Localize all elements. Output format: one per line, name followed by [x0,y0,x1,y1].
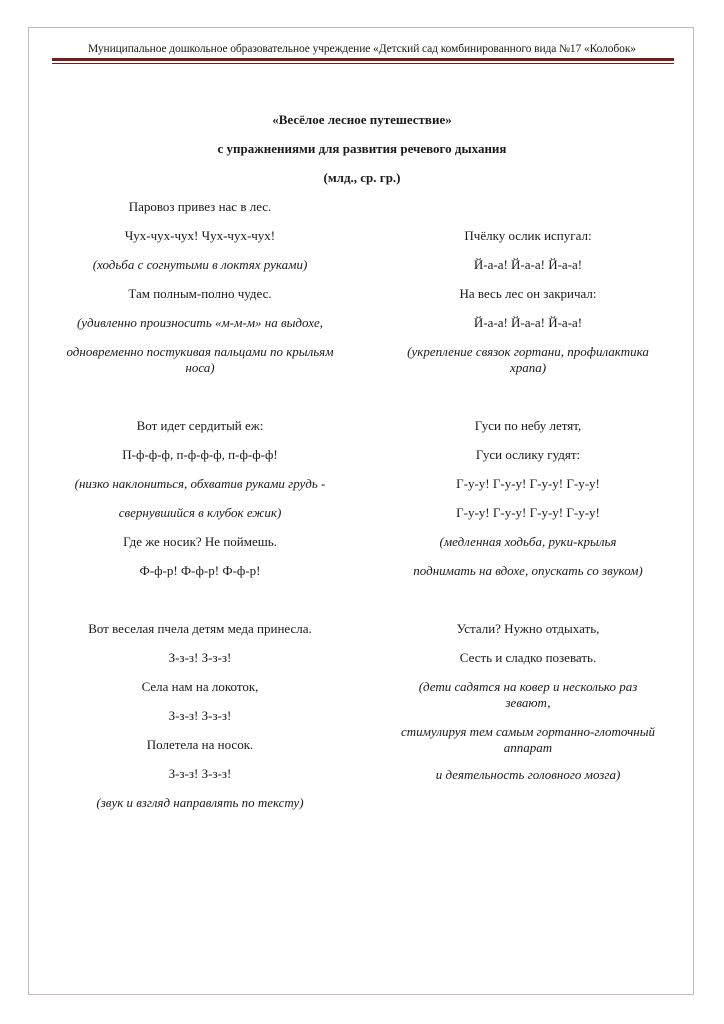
instruction: стимулируя тем самым гортанно-глоточный аппарат [400,724,656,755]
instruction: поднимать на вдохе, опускать со звуком) [413,563,643,578]
instruction: (низко наклониться, обхватив руками грудь - [74,476,326,491]
line: З-з-з! З-з-з! [168,766,232,781]
instruction: (удивленно произносить «м-м-м» на выдохе, [76,315,324,330]
instruction: (укрепление связок гортани, профилактика храпа) [407,344,649,375]
age-group: (млд., ср. гр.) [323,170,401,185]
line: Полетела на носок. [146,737,254,752]
instruction: (дети садятся на ковер и несколько раз зевают, [418,679,638,710]
line: Г-у-у! Г-у-у! Г-у-у! Г-у-у! [456,476,600,491]
line: Вот веселая пчела детям меда принесла. [88,621,312,636]
line: Вот идет сердитый еж: [136,418,264,433]
header-rule-thin [52,63,674,64]
line: З-з-з! З-з-з! [168,708,232,723]
instruction: и деятельность головного мозга) [435,767,621,782]
line: З-з-з! З-з-з! [168,650,232,665]
line: Сесть и сладко позевать. [459,650,597,665]
instruction: (ходьба с согнутыми в локтях руками) [92,257,308,272]
institution-header: Муниципальное дошкольное образовательное учреждение «Детский сад комбинированного вида №17 «Колобок» [88,43,636,55]
line: П-ф-ф-ф, п-ф-ф-ф, п-ф-ф-ф! [122,447,278,462]
line: Й-а-а! Й-а-а! Й-а-а! [473,315,583,330]
line: Й-а-а! Й-а-а! Й-а-а! [473,257,583,272]
document-subtitle: с упражнениями для развития речевого дыхания [217,141,507,156]
line: Ф-ф-р! Ф-ф-р! Ф-ф-р! [139,563,261,578]
instruction: одновременно постукивая пальцами по крыльям носа) [66,344,334,375]
line: Гуси по небу летят, [474,418,582,433]
header-rule [52,58,674,61]
line: Паровоз привез нас в лес. [128,199,272,214]
line: На весь лес он закричал: [459,286,597,301]
instruction: (звук и взгляд направлять по тексту) [96,795,304,810]
line: Пчёлку ослик испугал: [464,228,592,243]
line: Там полным-полно чудес. [128,286,272,301]
line: Устали? Нужно отдыхать, [456,621,600,636]
line: Где же носик? Не поймешь. [123,534,277,549]
instruction: свернувшийся в клубок ежик) [118,505,282,520]
line: Гуси ослику гудят: [475,447,581,462]
line: Села нам на локоток, [141,679,259,694]
document-title: «Весёлое лесное путешествие» [272,112,452,127]
line: Г-у-у! Г-у-у! Г-у-у! Г-у-у! [456,505,600,520]
instruction: (медленная ходьба, руки-крылья [439,534,617,549]
line: Чух-чух-чух! Чух-чух-чух! [124,228,276,243]
